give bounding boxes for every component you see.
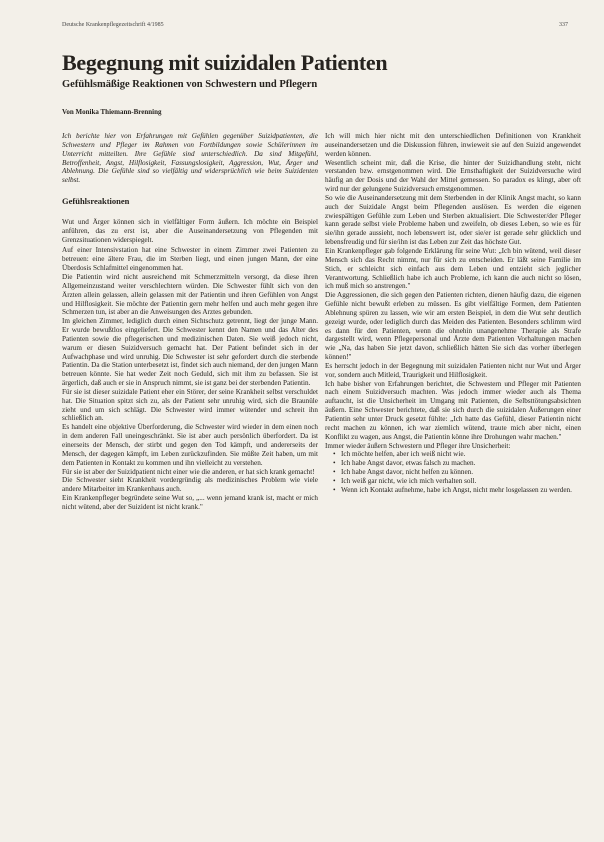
paragraph: Es herrscht jedoch in der Begegnung mit suizidalen Patienten nicht nur Wut und Ärger vor, sondern auch Mitleid, Traurigkeit und Hilflosigkeit. [325, 361, 581, 379]
list-item: • Ich habe Angst davor, etwas falsch zu machen. [335, 459, 581, 468]
left-column [62, 132, 318, 512]
running-header: Deutsche Krankenpflegezeitschrift 4/1985 [62, 22, 164, 28]
paragraph: Für sie ist aber der Suizidpatient nicht einer wie die anderen, er hat sich krank gemacht! [62, 467, 315, 476]
paragraph: Ich will mich hier nicht mit den unterschiedlichen Definitionen von Krankheit auseinandersetzen und die Diskussion führen, inwieweit sie auf den Suizid angewendet werden können. [325, 132, 581, 158]
paragraph: Wut und Ärger können sich in vielfältiger Form äußern. Ich möchte ein Beispiel anführen, das zu erst ist, aber die Auseinandersetzung von Pflegenden mit Grenzsituationen widerspiegelt. [62, 217, 318, 244]
list-item: • Wenn ich Kontakt aufnehme, habe ich Angst, nicht mehr losgelassen zu werden. [335, 486, 581, 495]
list-item: • Ich habe Angst davor, nicht helfen zu können. [335, 468, 581, 477]
right-column [325, 132, 581, 495]
paragraph: Die Aggressionen, die sich gegen den Patienten richten, dienen häufig dazu, die eigenen Gefühle nicht bewußt erleben zu müssen. Es gibt vielfältige Formen, dem Patienten Ablehnung spüren zu lassen, wie wir am ersten Beispiel, in dem die Wut sehr deutlich gezeigt wurde, oder lediglich durch das Meiden des Patienten. Besonders schlimm wird es dann für den Patienten, wenn die ohnehin unangenehme Therapie als Strafe dargestellt wird, wenn Pflegepersonal und Ärzte dem Patienten Vorhaltungen machen wie „Na, das haben Sie jetzt davon, schließlich hätten Sie sich das vorher überlegen können!" [325, 291, 581, 362]
paragraph: Immer wieder äußern Schwestern und Pfleger ihre Unsicherheit: [325, 441, 511, 450]
paragraph: Es handelt eine objektive Überforderung, die Schwester wird wieder in dem einen noch in dem anderen Fall uneingeschränkt. Sie ist aber auch persönlich überfordert. Da ist einerseits der Mensch, der stirbt und gegen den Tod kämpft, und andererseits der Mensch, der dagegen kämpft, im Leben zurückzufinden. Sie müßte Zeit haben, um mit dem Patienten in Kontakt zu kommen und ihn vielleicht zu verstehen. [62, 423, 318, 467]
list-item: • Ich möchte helfen, aber ich weiß nicht wie. [335, 450, 581, 459]
section-heading: Gefühlsreaktionen [62, 196, 130, 207]
list-item: • Ich weiß gar nicht, wie ich mich verhalten soll. [335, 477, 581, 486]
paragraph: Wesentlich scheint mir, daß die Krise, die hinter der Suizidhandlung steht, nicht verstanden bzw. ernstgenommen wird. Die Ernsthaftigkeit der Suizidversuche wird häufig an der Dosis und der Wahl der Mittel gemessen. So paradox es klingt, aber oft wird nur der gelungene Suizidversuch ernstgenommen. [325, 158, 581, 194]
page-number: 337 [559, 22, 568, 28]
paragraph: Die Patientin wird nicht ausreichend mit Schmerzmitteln versorgt, da diese ihren Allgemeinzustand weiter verschlechtern würden. Die Schwester fühlt sich von den Ärzten allein gelassen, allein gelassen mit der Patientin und ihren Gefühlen von Angst und Hilflosigkeit. Sie möchte der Patientin gern mehr helfen und auch mehr gegen ihre Schmerzen tun, ist aber an die Anweisungen des Arztes gebunden. [62, 272, 318, 317]
author-byline: Von Monika Thiemann-Brenning [62, 108, 162, 116]
paragraph: Auf einer Intensivstation hat eine Schwester in einem Zimmer zwei Patienten zu betreuen: eine ältere Frau, die im Sterben liegt, und einen jungen Mann, der eine Überdosis Schlafmittel eingenommen hat. [62, 246, 318, 273]
paragraph: Ein Krankenpfleger gab folgende Erklärung für seine Wut: „Ich bin wütend, weil dieser Mensch sich das Recht nimmt, nur für sich zu entscheiden. Er läßt seine Familie im Stich, er schleicht sich einfach aus dem Leben und entzieht sich jeglicher Verantwortung. Schließlich habe ich auch Probleme, ich kann die auch nicht so lösen, ich muß mich so anstrengen." [325, 246, 581, 291]
paragraph: Ein Krankenpfleger begründete seine Wut so, „... wenn jemand krank ist, macht er mich nicht wütend, aber der Suizident ist nicht krank." [62, 494, 318, 511]
bullet-list [325, 450, 581, 494]
paragraph: Ich habe bisher von Erfahrungen berichtet, die Schwestern und Pfleger mit Patienten nach einem Suizidversuch machten. Was jedoch immer wieder auch als Thema auftaucht, ist die Unsicherheit im Umgang mit Patienten, die Selbsttötungsabsichten äußern. Eine Schwester berichtete, daß sie sich durch die suizidalen Äußerungen einer Patientin sehr unter Druck gesetzt fühlte: „Ich hatte das Gefühl, dieser Patientin nicht recht machen zu können, ich war ziemlich wütend, traute mich aber nicht, einen Konflikt zu wagen, aus Angst, die Patientin könne ihre Drohungen wahr machen." [325, 379, 581, 441]
paragraph: Im gleichen Zimmer, lediglich durch einen Sichtschutz getrennt, liegt der junge Mann. Er wurde bewußtlos eingeliefert. Die Schwester kennt den Namen und das Alter des Patienten sowie die pflegerischen und medizinischen Daten. Sie weiß jedoch nicht, warum er diesen Suizidversuch gemacht hat. Der Patient befindet sich in der Aufwachphase und wird unruhig. Die Schwester ist sehr gefordert durch die sterbende Patientin. Da die Station unterbesetzt ist, findet sich auch niemand, der den jungen Mann betreuen könnte. Sie hat weder Zeit noch Geduld, sich mit ihm zu befassen. Sie ist ärgerlich, daß auch er sie in Anspruch nimmt, sie ist ganz bei der sterbenden Patientin. [62, 317, 318, 388]
paragraph: So wie die Auseinandersetzung mit dem Sterbenden in der Klinik Angst macht, so kann auch der Suizidale Angst beim Pflegenden auslösen. Es werden die eigenen zwiespältigen Gefühle zum Leben und Sterben aktualisiert. Die Schwester/der Pfleger kann gerade selbst viele Probleme haben und zweifeln, ob dieses Leben, so wie es für sie/ihn gerade aussieht, noch lebenswert ist, oder sie/er ist gerade sehr glücklich und lebensfreudig und für sie/ihn ist das Leben zur Zeit das höchste Gut. [325, 193, 581, 247]
abstract: Ich berichte hier von Erfahrungen mit Gefühlen gegenüber Suizidpatienten, die Schwestern und Pfleger im Rahmen von Fortbildungen sowie Schülerinnen im Unterricht mitteilten. Ihre Gefühle sind unterschiedlich. Da sind Mitgefühl, Betroffenheit, Angst, Hilflosigkeit, Fassungslosigkeit, Aggression, Wut, Ärger und Ablehnung. Die Gefühle sind so vielfältig und widersprüchlich wie beim Suizidenten selbst. [62, 132, 318, 185]
article-subtitle: Gefühlsmäßige Reaktionen von Schwestern und Pflegern [62, 79, 318, 90]
paragraph: Für sie ist dieser suizidale Patient eher ein Störer, der seine Krankheit selbst verschuldet hat. Die Situation spitzt sich zu, als der Patient sehr unruhig wird, sich die Braunüle zieht und um sich schlägt. Die Schwester wird immer wütender und schreit ihn schließlich an. [62, 387, 318, 423]
article-title: Begegnung mit suizidalen Patienten [62, 50, 388, 75]
paragraph: Die Schwester sieht Krankheit vordergründig als medizinisches Problem wie viele andere Mitarbeiter im Krankenhaus auch. [62, 476, 318, 494]
